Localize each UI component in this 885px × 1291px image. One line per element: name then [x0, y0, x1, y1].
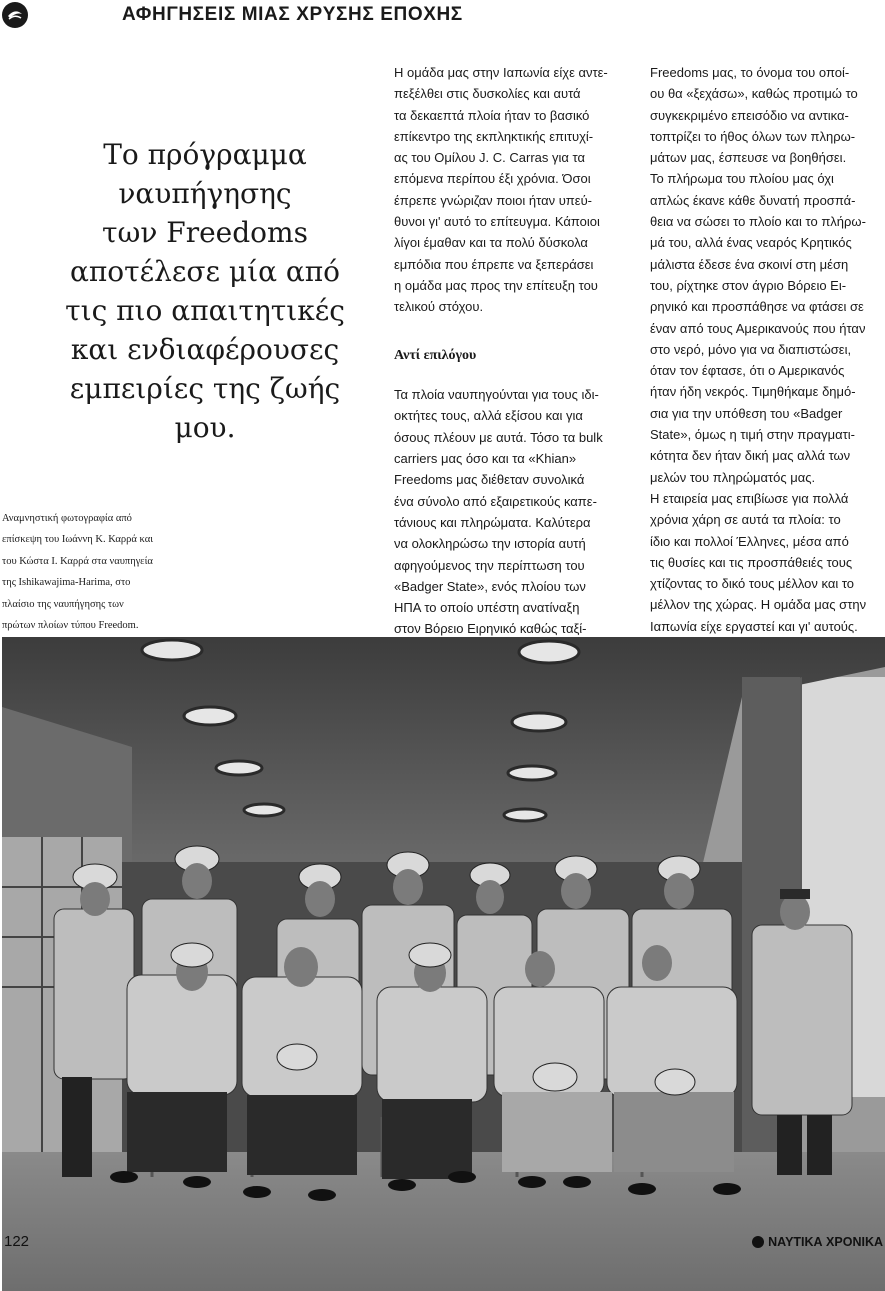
- text-line: μέλλον της χώρας. Η ομάδα μας στην: [650, 597, 867, 613]
- magazine-logo-icon: [752, 1236, 764, 1248]
- text-line: η ομάδα μας προς την επίτευξη του: [394, 277, 598, 293]
- text-line: ένα σύνολο από εξαιρετικούς καπε-: [394, 493, 597, 509]
- caption-line: πρώτων πλοίων τύπου Freedom.: [2, 620, 139, 632]
- text-line: όταν τον έφτασε, ότι ο Αμερικανός: [650, 363, 845, 379]
- pull-quote-line: μου.: [174, 411, 236, 444]
- text-line: έπρεπε γνώριζαν ποιοι ήταν υπεύ-: [394, 192, 593, 208]
- group-photo: [2, 637, 885, 1291]
- text-line: τις θυσίες και τις προσπάθειές τους: [650, 554, 853, 570]
- text-line: έναν από τους Αμερικανούς που ήταν: [650, 320, 866, 336]
- text-line: επόμενα περίπου έξι χρόνια. Όσοι: [394, 171, 591, 187]
- text-line: ΗΠΑ το οποίο υπέστη ανατίναξη: [394, 600, 580, 616]
- text-line: εμπόδια που έπρεπε να ξεπεράσει: [394, 256, 594, 272]
- page-number: 122: [4, 1233, 30, 1250]
- caption-line: της Ishikawajima-Harima, στο: [2, 577, 131, 589]
- text-line: τάνιους και πληρώματα. Καλύτερα: [394, 514, 591, 530]
- text-line: θυνοι γι' αυτό το επίτευγμα. Κάποιοι: [394, 214, 600, 230]
- text-line: Freedoms μας διέθεταν συνολικά: [394, 472, 585, 488]
- caption-line: Αναμνηστική φωτογραφία από: [2, 513, 132, 524]
- text-line: απλώς έκανε κάθε δυνατή προσπά-: [650, 192, 856, 208]
- text-line: ήταν ήδη νεκρός. Τιμηθήκαμε δημό-: [650, 384, 856, 400]
- text-line: επίκεντρο της εκπληκτικής επιτυχί-: [394, 128, 594, 144]
- text-line: χτίζοντας το δικό τους μέλλον και το: [650, 576, 855, 592]
- caption-line: επίσκεψη του Ιωάννη Κ. Καρρά και: [2, 534, 154, 546]
- text-line: ρηνικό και προσπάθησε να φτάσει σε: [650, 299, 864, 315]
- article-column-middle: [394, 62, 632, 661]
- text-line: όσους πλέουν με αυτά. Τόσο τα bulk: [394, 429, 603, 445]
- text-line: στο νερό, μόνο για να διαπιστώσει,: [650, 341, 852, 357]
- text-line: Τα πλοία ναυπηγούνται για τους ιδι-: [394, 387, 599, 403]
- text-line: στον Βόρειο Ειρηνικό καθώς ταξί-: [394, 621, 587, 637]
- text-line: «Badger State», ενός πλοίου των: [394, 578, 586, 594]
- text-line: θεια να σώσει το πλοίο και το πλήρω-: [650, 214, 866, 230]
- text-line: Η εταιρεία μας επιβίωσε για πολλά: [650, 490, 849, 506]
- text-line: Freedoms μας, το όνομα του οποί-: [650, 65, 850, 80]
- caption-line: πλαίσιο της ναυπήγησης των: [2, 598, 124, 610]
- text-line: τοπτρίζει το ήθος όλων των πληρω-: [650, 128, 856, 144]
- pull-quote-line: αποτέλεσε μία από: [69, 255, 341, 288]
- pull-quote-line: εμπειρίες της ζωής: [69, 372, 341, 405]
- article-column-right: [650, 62, 885, 637]
- text-line: Η ομάδα μας στην Ιαπωνία είχε αντε-: [394, 65, 608, 80]
- photo-caption: [2, 508, 202, 636]
- pull-quote-line: ναυπήγησης: [118, 177, 292, 210]
- subheading: Αντί επιλόγου: [394, 347, 477, 363]
- pull-quote-line: των Freedoms: [102, 216, 308, 249]
- text-line: χρόνια χάρη σε αυτά τα πλοία: το: [650, 512, 841, 528]
- pull-quote-line: Το πρόγραμμα: [103, 138, 307, 171]
- text-line: να ολοκληρώσω την ιστορία αυτή: [394, 536, 586, 552]
- text-line: τα δεκαεπτά πλοία ήταν το βασικό: [394, 107, 590, 123]
- logo-icon: [2, 2, 28, 28]
- text-line: ου θα «ξεχάσω», καθώς προτιμώ το: [650, 86, 858, 102]
- text-line: ίδιο και πολλοί Έλληνες, μέσα από: [650, 533, 849, 549]
- magazine-footer: [752, 1235, 883, 1249]
- text-line: οκτήτες τους, αλλά εξίσου και για: [394, 408, 583, 424]
- text-line: μάτων μας, έσπευσε να βοηθήσει.: [650, 150, 847, 166]
- text-line: σια για την υπόθεση του «Badger: [650, 405, 843, 421]
- text-line: αφηγούμενος την περίπτωση του: [394, 557, 585, 573]
- pull-quote-line: και ενδιαφέρουσες: [70, 333, 340, 366]
- text-line: Ιαπωνία είχε εργαστεί και γι' αυτούς.: [650, 618, 858, 634]
- text-line: του, ρίχτηκε στον άγριο Βόρειο Ει-: [650, 277, 847, 293]
- text-line: State», όμως η τιμή στην πραγματι-: [650, 427, 855, 443]
- pull-quote-line: τις πιο απαιτητικές: [65, 294, 345, 327]
- text-line: μελών του πληρώματός μας.: [650, 469, 816, 485]
- pull-quote: [60, 135, 350, 447]
- text-line: ας του Ομίλου J. C. Carras για τα: [394, 150, 585, 166]
- text-line: κότητα δεν ήταν δική μας αλλά των: [650, 448, 851, 464]
- text-line: τελικού στόχου.: [394, 299, 484, 315]
- text-line: πεξέλθει στις δυσκολίες και αυτά: [394, 86, 581, 102]
- caption-line: του Κώστα Ι. Καρρά στα ναυπηγεία: [2, 555, 153, 567]
- text-line: Το πλήρωμα του πλοίου μας όχι: [650, 171, 834, 187]
- text-line: carriers μας όσο και τα «Khian»: [394, 451, 577, 467]
- text-line: μάλιστα έδεσε ένα σκοινί στη μέση: [650, 256, 849, 272]
- text-line: συγκεκριμένο επεισόδιο να αντικα-: [650, 107, 849, 123]
- text-line: μά του, αλλά ένας νεαρός Κρητικός: [650, 235, 852, 251]
- magazine-name: ΝΑΥΤΙΚΑ ΧΡΟΝΙΚΑ: [768, 1235, 883, 1249]
- section-title: ΑΦΗΓΗΣΕΙΣ ΜΙΑΣ ΧΡΥΣΗΣ ΕΠΟΧΗΣ: [122, 4, 463, 25]
- text-line: λίγοι έμαθαν και τα πολύ δύσκολα: [394, 235, 588, 251]
